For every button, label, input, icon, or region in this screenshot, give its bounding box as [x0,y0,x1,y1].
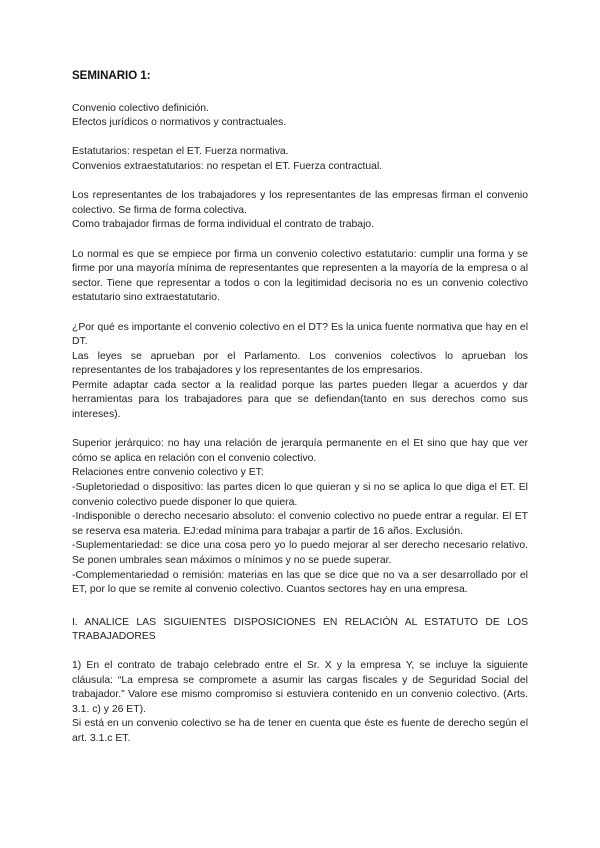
paragraph-importance [72,321,528,423]
text-line: Los representantes de los trabajadores y los representantes de las empresas firman el convenio colectivo. Se firma de forma colectiva. [72,190,528,216]
document-page [72,69,528,761]
text-line: ¿Por qué es importante el convenio colectivo en el DT? Es la unica fuente normativa que hay en el DT. [72,321,528,348]
paragraph-exercise-1 [72,659,528,747]
text-line: Superior jerárquico: no hay una relación de jerarquía permanente en el Et sino que hay que ver cómo se aplica en relación con el convenio colectivo. [72,438,528,464]
paragraph-types [72,145,528,174]
page-title: SEMINARIO 1: [72,70,151,82]
text-line: -Complementariedad o remisión: materias en las que se dice que no va a ser desarrollado por el ET, por lo que se remite al convenio colectivo. Cuantos sectores hay en una empresa. [72,569,528,596]
text-line: -Suplementariedad: se dice una cosa pero yo lo puedo mejorar al ser derecho necesario relativo. Se ponen umbrales sean máximos o mínimos y no se puede superar. [72,540,528,566]
text-line: Las leyes se aprueban por el Parlamento. Los convenios colectivos lo aprueban los representantes de los trabajadores y los representantes de los empresarios. [72,350,528,377]
paragraph-representatives [72,189,528,233]
text-line: Convenios extraestatutarios: no respetan el ET. Fuerza contractual. [72,160,383,172]
text-line: Efectos jurídicos o normativos y contractuales. [72,117,287,129]
section-heading: I. ANALICE LAS SIGUIENTES DISPOSICIONES EN RELACIÓN AL ESTATUTO DE LOS TRABAJADORES [72,616,528,643]
text-line: Estatutarios: respetan el ET. Fuerza normativa. [72,146,289,158]
text-line: -Supletoriedad o dispositivo: las partes dicen lo que quieran y si no se aplica lo que diga el ET. El convenio colectivo puede disponer lo que quiera. [72,482,528,508]
text-line: -Indisponible o derecho necesario absoluto: el convenio colectivo no puede entrar a regular. El ET se reserva esa materia. EJ:edad mínima para trabajar a partir de 16 años. Exclusión. [72,511,528,537]
paragraph-definition [72,102,528,131]
paragraph-statutory: Lo normal es que se empiece por firma un convenio colectivo estatutario: cumplir una forma y se firme por una mayoría mínima de representantes que representen a la mayoría de la empresa o al sector. Tiene que representar a todos o con la legitimidad decisoria no es un convenio colectivo estatutario sino extraestatutario. [72,248,528,304]
text-line: Convenio colectivo definición. [72,102,209,114]
text-line: 1) En el contrato de trabajo celebrado entre el Sr. X y la empresa Y, se incluye la siguiente cláusula: “La empresa se compromete a asumir las cargas fiscales y de Seguridad Social del trabajador.” Valore ese mismo compromiso si estuviera contenido en un convenio colectivo. (Arts. 3.1. c) y 26 ET). [72,659,528,715]
text-line: Relaciones entre convenio colectivo y ET: [72,467,264,479]
text-line: Si está en un convenio colectivo se ha de tener en cuenta que éste es fuente de derecho según el art. 3.1.c ET. [72,718,528,744]
paragraph-relations [72,437,528,598]
text-line: Permite adaptar cada sector a la realidad porque las partes pueden llegar a acuerdos y dar herramientas para los trabajadores para que se defiendan(tanto en sus derechos como sus intereses). [72,379,528,421]
text-line: Como trabajador firmas de forma individual el contrato de trabajo. [72,219,375,231]
